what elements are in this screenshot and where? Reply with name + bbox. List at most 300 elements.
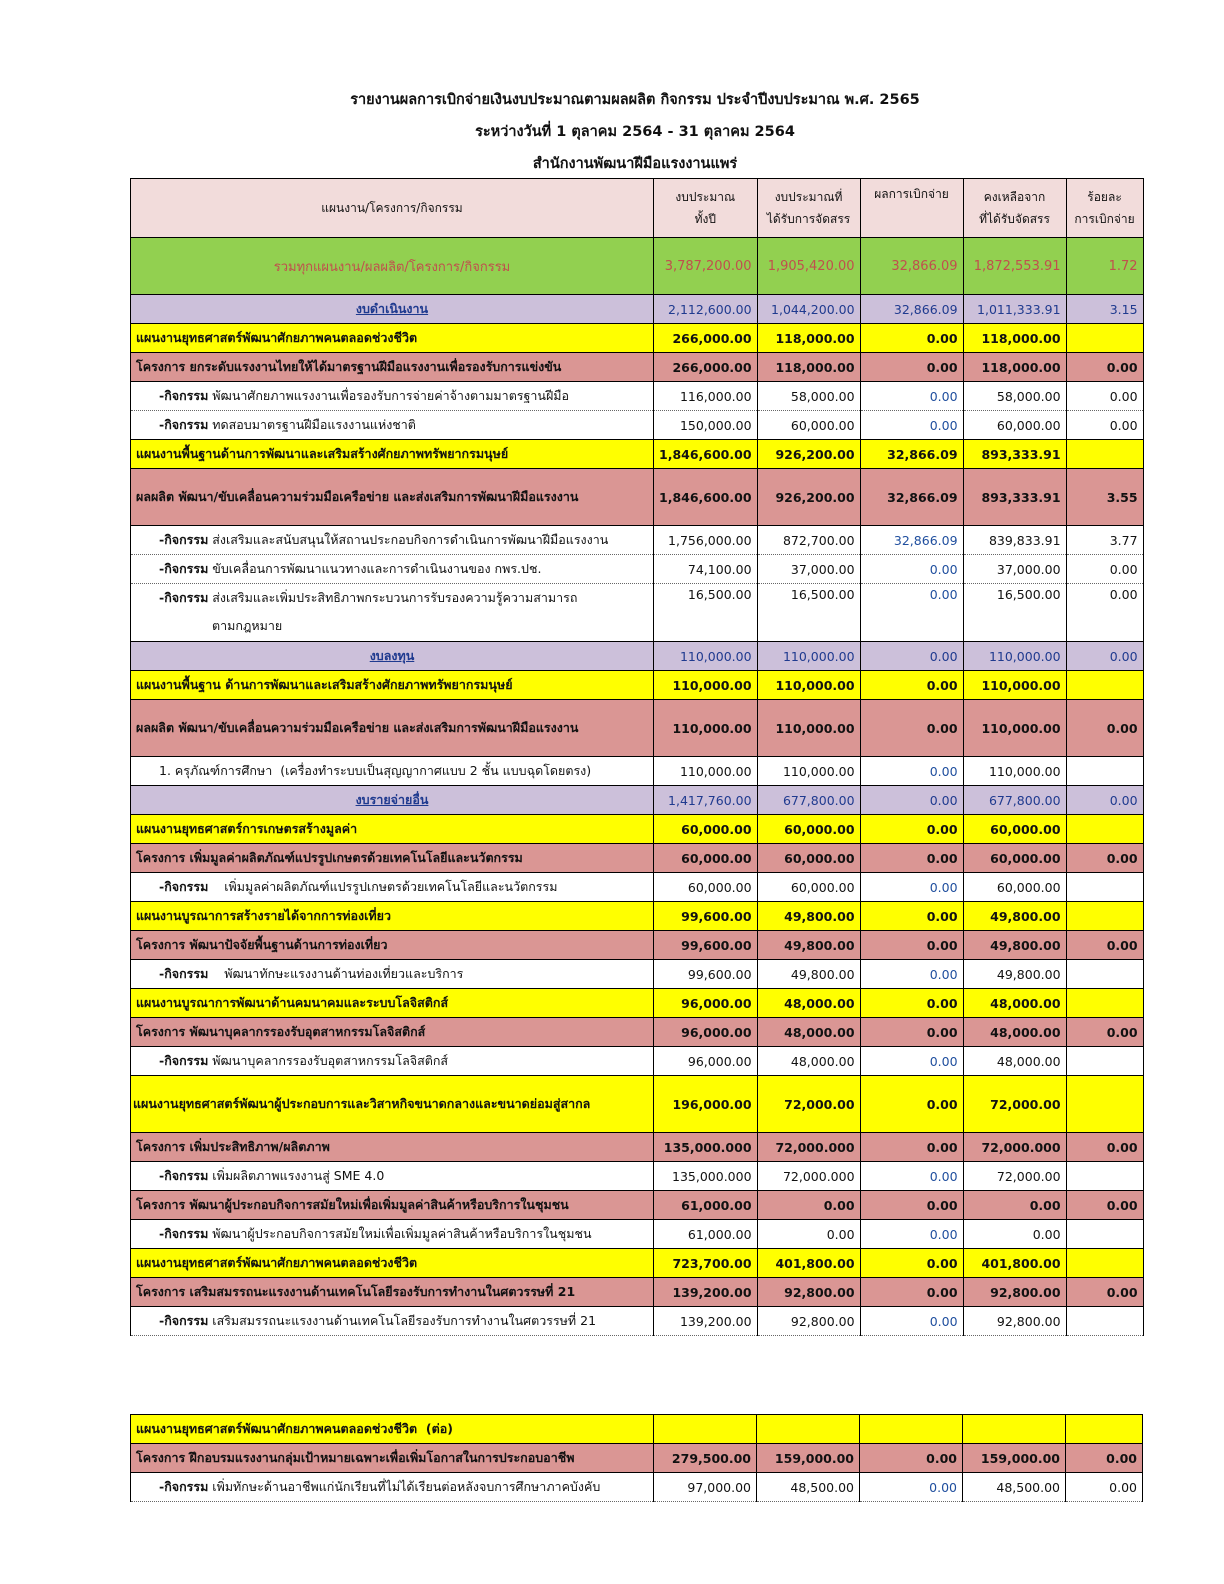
row-label: [131, 295, 654, 324]
row-label: [131, 238, 654, 295]
cell-alloc: 926,200.00: [757, 469, 860, 526]
cell-remain: 118,000.00: [963, 353, 1066, 382]
row-label: [131, 1076, 654, 1133]
proj-row: [131, 353, 1144, 382]
cell-pct: 3.55: [1066, 469, 1143, 526]
row-label: [131, 324, 654, 353]
cell-pct: 0.00: [1066, 353, 1143, 382]
cell-spent: 0.00: [860, 931, 963, 960]
cell-pct: 0.00: [1066, 642, 1143, 671]
cell-budget: 97,000.00: [654, 1473, 757, 1502]
cell-alloc: 110,000.00: [757, 757, 860, 786]
row-label-text: ส่งเสริมและเพิ่มประสิทธิภาพกระบวนการรับรองความรู้ความสามารถ: [208, 590, 578, 605]
cell-spent: 0.00: [860, 1278, 963, 1307]
activity-row: [131, 873, 1144, 902]
cell-remain: 48,500.00: [963, 1473, 1066, 1502]
cell-alloc: 401,800.00: [757, 1249, 860, 1278]
plan-row: [131, 1076, 1144, 1133]
row-label-text: ทดสอบมาตรฐานฝีมือแรงงานแห่งชาติ: [208, 417, 416, 432]
cell-pct: 3.77: [1066, 526, 1143, 555]
row-label: [131, 989, 654, 1018]
cell-alloc: 58,000.00: [757, 382, 860, 411]
activity-row: [131, 960, 1144, 989]
activity-row: [131, 1162, 1144, 1191]
cell-spent: 0.00: [860, 1018, 963, 1047]
cell-remain: 110,000.00: [963, 700, 1066, 757]
proj-row: [131, 469, 1144, 526]
row-label: [131, 902, 654, 931]
row-label-text: แผนงานยุทธศาสตร์การเกษตรสร้างมูลค่า: [136, 821, 358, 836]
row-label: [131, 1444, 654, 1473]
header-allocated: [757, 179, 860, 238]
row-label: [131, 1249, 654, 1278]
cell-budget: 266,000.00: [654, 324, 758, 353]
row-label-text: พัฒนาศักยภาพแรงงานเพื่อรองรับการจ่ายค่าจ้างตามมาตรฐานฝีมือ: [208, 388, 570, 403]
cell-budget: 266,000.00: [654, 353, 758, 382]
cell-pct: 0.00: [1066, 844, 1143, 873]
cell-spent: 32,866.09: [860, 440, 963, 469]
cell-spent: 0.00: [860, 1473, 963, 1502]
row-label-text: แผนงานยุทธศาสตร์พัฒนาศักยภาพคนตลอดช่วงชีวิต: [136, 1255, 418, 1270]
cell-budget: 61,000.00: [654, 1191, 758, 1220]
proj-row: [131, 931, 1144, 960]
header-budget-line1: งบประมาณ: [675, 190, 736, 204]
cell-alloc: 872,700.00: [757, 526, 860, 555]
row-label-text: โครงการ เสริมสมรรถนะแรงงานด้านเทคโนโลยีรองรับการทำงานในศตวรรษที่ 21: [136, 1284, 576, 1299]
activity-prefix: -กิจกรรม: [159, 388, 209, 403]
activity-prefix: -กิจกรรม: [159, 1053, 209, 1068]
cell-pct: [1066, 989, 1143, 1018]
cell-spent: 0.00: [860, 1444, 963, 1473]
cell-spent: 0.00: [860, 584, 963, 642]
report-title-line3: สำนักงานพัฒนาฝีมือแรงงานแพร่: [532, 156, 738, 172]
cell-alloc: 0.00: [757, 1191, 860, 1220]
cell-budget: 96,000.00: [654, 1047, 758, 1076]
row-label-text: แผนงานบูรณาการสร้างรายได้จากการท่องเที่ยว: [136, 908, 392, 923]
cell-alloc: 37,000.00: [757, 555, 860, 584]
cell-remain: 60,000.00: [963, 815, 1066, 844]
cell-pct: 0.00: [1066, 786, 1143, 815]
cell-remain: 1,011,333.91: [963, 295, 1066, 324]
cell-remain: 1,872,553.91: [963, 238, 1066, 295]
row-label-text: ส่งเสริมและสนับสนุนให้สถานประกอบกิจการดำเนินการพัฒนาฝีมือแรงงาน: [208, 532, 609, 547]
cell-budget: 110,000.00: [654, 671, 758, 700]
cell-pct: 0.00: [1066, 1278, 1143, 1307]
cell-alloc: 92,800.00: [757, 1278, 860, 1307]
header-percent: [1066, 179, 1143, 238]
activity-row: [131, 584, 1144, 642]
activity-prefix: -กิจกรรม: [159, 532, 209, 547]
row-label: [131, 1415, 654, 1444]
cell-alloc: 49,800.00: [757, 931, 860, 960]
activity-row: [131, 411, 1144, 440]
activity-row: [131, 555, 1144, 584]
header-percent-line1: ร้อยละ: [1087, 190, 1122, 204]
cell-spent: 0.00: [860, 989, 963, 1018]
activity-row: [131, 1307, 1144, 1336]
activity-row: [131, 526, 1144, 555]
cell-pct: 0.00: [1066, 1133, 1143, 1162]
cell-alloc: 49,800.00: [757, 960, 860, 989]
activity-prefix: -กิจกรรม: [159, 1479, 209, 1494]
cell-remain: 49,800.00: [963, 902, 1066, 931]
plan-row: [131, 440, 1144, 469]
row-label-text: งบลงทุน: [369, 648, 415, 663]
header-spent: ผลการเบิกจ่าย: [860, 179, 963, 238]
cell-budget: 139,200.00: [654, 1278, 758, 1307]
cell-spent: 0.00: [860, 873, 963, 902]
cell-spent: 0.00: [860, 1249, 963, 1278]
cell-remain: 49,800.00: [963, 931, 1066, 960]
activity-row: [131, 1047, 1144, 1076]
cell-pct: [1066, 1076, 1143, 1133]
budget-row: [131, 642, 1144, 671]
cell-alloc: 110,000.00: [757, 700, 860, 757]
cell-pct: 0.00: [1066, 382, 1143, 411]
row-label-text: โครงการ พัฒนาปัจจัยพื้นฐานด้านการท่องเที่ยว: [136, 937, 388, 952]
proj-row: [131, 844, 1144, 873]
cell-remain: 37,000.00: [963, 555, 1066, 584]
cell-alloc: 60,000.00: [757, 815, 860, 844]
cell-spent: 0.00: [860, 700, 963, 757]
cell-pct: [1066, 815, 1143, 844]
row-label-text: โครงการ เพิ่มประสิทธิภาพ/ผลิตภาพ: [136, 1139, 330, 1154]
cell-alloc: [757, 1415, 860, 1444]
cell-remain: 48,000.00: [963, 1047, 1066, 1076]
cell-alloc: 677,800.00: [757, 786, 860, 815]
cell-spent: 0.00: [860, 1307, 963, 1336]
cell-budget: 110,000.00: [654, 642, 758, 671]
header-remaining-line2: ที่ได้รับจัดสรร: [979, 212, 1050, 226]
cell-pct: [1066, 1415, 1143, 1444]
header-allocated-line2: ได้รับการจัดสรร: [766, 212, 851, 226]
cell-budget: 1,846,600.00: [654, 469, 758, 526]
cell-pct: 0.00: [1066, 1444, 1143, 1473]
cell-pct: 3.15: [1066, 295, 1143, 324]
cell-budget: 1,846,600.00: [654, 440, 758, 469]
activity-prefix: -กิจกรรม: [159, 879, 209, 894]
cell-alloc: 48,000.00: [757, 989, 860, 1018]
cell-spent: 32,866.09: [860, 469, 963, 526]
budget-table-continued: [130, 1414, 1143, 1502]
cell-spent: 0.00: [860, 642, 963, 671]
cell-remain: 92,800.00: [963, 1307, 1066, 1336]
row-label-text: 1. ครุภัณฑ์การศึกษา (เครื่องทำระบบเป็นสุญญากาศแบบ 2 ชั้น แบบฉุดโดยตรง): [159, 763, 592, 778]
row-label-text: โครงการ พัฒนาผู้ประกอบกิจการสมัยใหม่เพื่อเพิ่มมูลค่าสินค้าหรือบริการในชุมชน: [136, 1197, 569, 1212]
cell-budget: 110,000.00: [654, 700, 758, 757]
cell-budget: 1,417,760.00: [654, 786, 758, 815]
cell-budget: 110,000.00: [654, 757, 758, 786]
cell-pct: [1066, 1307, 1143, 1336]
plan-row: [131, 989, 1144, 1018]
cell-alloc: 92,800.00: [757, 1307, 860, 1336]
proj-row: [131, 1018, 1144, 1047]
cell-alloc: 16,500.00: [757, 584, 860, 642]
cell-remain: 401,800.00: [963, 1249, 1066, 1278]
row-label: [131, 815, 654, 844]
row-label: [131, 786, 654, 815]
cell-remain: 118,000.00: [963, 324, 1066, 353]
activity-prefix: -กิจกรรม: [159, 1226, 209, 1241]
cell-remain: 48,000.00: [963, 989, 1066, 1018]
row-label: [131, 1278, 654, 1307]
cell-remain: [963, 1415, 1066, 1444]
cell-alloc: 110,000.00: [757, 671, 860, 700]
cell-budget: 135,000.000: [654, 1162, 758, 1191]
header-allocated-line1: งบประมาณที่: [774, 190, 843, 204]
cell-alloc: 926,200.00: [757, 440, 860, 469]
cell-alloc: 159,000.00: [757, 1444, 860, 1473]
row-label-text: แผนงานยุทธศาสตร์พัฒนาศักยภาพคนตลอดช่วงชีวิต (ต่อ): [136, 1421, 453, 1436]
proj-row: [131, 1444, 1143, 1473]
cell-budget: 135,000.000: [654, 1133, 758, 1162]
cell-remain: 893,333.91: [963, 469, 1066, 526]
cell-budget: 2,112,600.00: [654, 295, 758, 324]
cell-pct: [1066, 440, 1143, 469]
row-label-text: เสริมสมรรถนะแรงงานด้านเทคโนโลยีรองรับการทำงานในศตวรรษที่ 21: [208, 1313, 597, 1328]
row-label-text: ผลผลิต พัฒนา/ขับเคลื่อนความร่วมมือเครือข่าย และส่งเสริมการพัฒนาฝีมือแรงงาน: [136, 720, 579, 735]
cell-pct: [1066, 757, 1143, 786]
cell-spent: 32,866.09: [860, 238, 963, 295]
header-budget-line2: ทั้งปี: [694, 212, 716, 226]
row-label: [131, 844, 654, 873]
activity-row: [131, 1220, 1144, 1249]
cell-alloc: 72,000.000: [757, 1162, 860, 1191]
row-label: [131, 1220, 654, 1249]
cell-spent: 0.00: [860, 353, 963, 382]
cell-remain: 677,800.00: [963, 786, 1066, 815]
cell-budget: 196,000.00: [654, 1076, 758, 1133]
cell-pct: 0.00: [1066, 931, 1143, 960]
row-label-text: ผลผลิต พัฒนา/ขับเคลื่อนความร่วมมือเครือข่าย และส่งเสริมการพัฒนาฝีมือแรงงาน: [136, 489, 579, 504]
cell-spent: [860, 1415, 963, 1444]
activity-prefix: -กิจกรรม: [159, 590, 209, 605]
header-budget: [654, 179, 758, 238]
plan-row: [131, 902, 1144, 931]
plan-row: [131, 1415, 1143, 1444]
row-label: [131, 1018, 654, 1047]
cell-remain: 60,000.00: [963, 844, 1066, 873]
cell-remain: 72,000.000: [963, 1133, 1066, 1162]
cell-alloc: 0.00: [757, 1220, 860, 1249]
cell-alloc: 48,000.00: [757, 1018, 860, 1047]
header-remaining-line1: คงเหลือจาก: [983, 190, 1046, 204]
cell-pct: [1066, 873, 1143, 902]
cell-spent: 0.00: [860, 411, 963, 440]
cell-alloc: 48,500.00: [757, 1473, 860, 1502]
cell-remain: 60,000.00: [963, 873, 1066, 902]
cell-pct: [1066, 960, 1143, 989]
row-label-text: พัฒนาผู้ประกอบกิจการสมัยใหม่เพื่อเพิ่มมูลค่าสินค้าหรือบริการในชุมชน: [208, 1226, 592, 1241]
cell-budget: 279,500.00: [654, 1444, 757, 1473]
cell-alloc: 48,000.00: [757, 1047, 860, 1076]
cell-remain: 110,000.00: [963, 642, 1066, 671]
cell-alloc: 72,000.00: [757, 1076, 860, 1133]
row-label: [131, 1191, 654, 1220]
cell-spent: 0.00: [860, 757, 963, 786]
row-label-text: โครงการ ยกระดับแรงงานไทยให้ได้มาตรฐานฝีมือแรงงานเพื่อรองรับการแข่งขัน: [136, 359, 562, 374]
row-label-text: แผนงานยุทธศาสตร์พัฒนาศักยภาพคนตลอดช่วงชีวิต: [136, 330, 418, 345]
row-label-text: เพิ่มทักษะด้านอาชีพแก่นักเรียนที่ไม่ได้เรียนต่อหลังจบการศึกษาภาคบังคับ: [208, 1479, 601, 1494]
cell-remain: 92,800.00: [963, 1278, 1066, 1307]
cell-budget: 116,000.00: [654, 382, 758, 411]
row-label-text: โครงการ พัฒนาบุคลากรรองรับอุตสาหกรรมโลจิสติกส์: [136, 1024, 426, 1039]
budget-row: [131, 786, 1144, 815]
cell-spent: 0.00: [860, 1191, 963, 1220]
cell-spent: 0.00: [860, 382, 963, 411]
cell-remain: 72,000.00: [963, 1162, 1066, 1191]
row-label: [131, 353, 654, 382]
cell-budget: 96,000.00: [654, 989, 758, 1018]
cell-budget: 139,200.00: [654, 1307, 758, 1336]
row-label-text: โครงการ ฝึกอบรมแรงงานกลุ่มเป้าหมายเฉพาะเพื่อเพิ่มโอกาสในการประกอบอาชีพ: [136, 1450, 575, 1465]
cell-remain: 72,000.00: [963, 1076, 1066, 1133]
cell-remain: 159,000.00: [963, 1444, 1066, 1473]
activity-prefix: -กิจกรรม: [159, 1313, 209, 1328]
cell-alloc: 60,000.00: [757, 844, 860, 873]
cell-spent: 0.00: [860, 1162, 963, 1191]
cell-spent: 0.00: [860, 1047, 963, 1076]
cell-spent: 0.00: [860, 1133, 963, 1162]
row-label-text: งบดำเนินงาน: [355, 301, 429, 316]
cell-budget: 1,756,000.00: [654, 526, 758, 555]
activity-prefix: -กิจกรรม: [159, 417, 209, 432]
row-label: [131, 411, 654, 440]
cell-remain: 0.00: [963, 1191, 1066, 1220]
row-label: [131, 960, 654, 989]
cell-pct: 0.00: [1066, 411, 1143, 440]
activity-prefix: -กิจกรรม: [159, 1168, 209, 1183]
cell-pct: [1066, 902, 1143, 931]
report-title-line2: ระหว่างวันที่ 1 ตุลาคม 2564 - 31 ตุลาคม 2564: [475, 124, 795, 140]
report-title: [0, 84, 1224, 180]
plan-row: [131, 1249, 1144, 1278]
cell-budget: 74,100.00: [654, 555, 758, 584]
row-label-text: งบรายจ่ายอื่น: [355, 792, 429, 807]
cell-spent: 0.00: [860, 960, 963, 989]
cell-pct: [1066, 671, 1143, 700]
header-percent-line2: การเบิกจ่าย: [1074, 212, 1135, 226]
row-label-text: เพิ่มมูลค่าผลิตภัณฑ์แปรรูปเกษตรด้วยเทคโนโลยีและนวัตกรรม: [208, 879, 558, 894]
proj-row: [131, 700, 1144, 757]
cell-pct: 0.00: [1066, 1473, 1143, 1502]
cell-budget: 96,000.00: [654, 1018, 758, 1047]
cell-pct: 1.72: [1066, 238, 1143, 295]
cell-budget: 723,700.00: [654, 1249, 758, 1278]
proj-row: [131, 1191, 1144, 1220]
cell-alloc: 110,000.00: [757, 642, 860, 671]
cell-spent: 0.00: [860, 902, 963, 931]
row-label: [131, 931, 654, 960]
cell-alloc: 1,044,200.00: [757, 295, 860, 324]
cell-spent: 0.00: [860, 786, 963, 815]
cell-spent: 0.00: [860, 671, 963, 700]
cell-remain: 49,800.00: [963, 960, 1066, 989]
header-item: แผนงาน/โครงการ/กิจกรรม: [131, 179, 654, 238]
cell-budget: 16,500.00: [654, 584, 758, 642]
cell-alloc: 118,000.00: [757, 324, 860, 353]
row-label-text: พัฒนาทักษะแรงงานด้านท่องเที่ยวและบริการ: [208, 966, 464, 981]
row-label: [131, 1162, 654, 1191]
cell-alloc: 1,905,420.00: [757, 238, 860, 295]
row-label-text: โครงการ เพิ่มมูลค่าผลิตภัณฑ์แปรรูปเกษตรด้วยเทคโนโลยีและนวัตกรรม: [136, 850, 523, 865]
table-header: [131, 179, 1144, 238]
cell-remain: 0.00: [963, 1220, 1066, 1249]
cell-remain: 110,000.00: [963, 671, 1066, 700]
cell-remain: 48,000.00: [963, 1018, 1066, 1047]
row-label: [131, 757, 654, 786]
activity-row: [131, 1473, 1143, 1502]
cell-pct: [1066, 324, 1143, 353]
activity-row: [131, 382, 1144, 411]
row-label: [131, 700, 654, 757]
cell-budget: 99,600.00: [654, 902, 758, 931]
row-label: [131, 873, 654, 902]
row-label: [131, 382, 654, 411]
proj-row: [131, 1278, 1144, 1307]
cell-spent: 32,866.09: [860, 295, 963, 324]
row-label: [131, 1473, 654, 1502]
cell-budget: 99,600.00: [654, 960, 758, 989]
plan-row: [131, 324, 1144, 353]
cell-remain: 16,500.00: [963, 584, 1066, 642]
cell-pct: 0.00: [1066, 584, 1143, 642]
cell-spent: 0.00: [860, 1076, 963, 1133]
cell-budget: 60,000.00: [654, 815, 758, 844]
row-label-text: แผนงานยุทธศาสตร์พัฒนาผู้ประกอบการและวิสาหกิจขนาดกลางและขนาดย่อมสู่สากล: [133, 1096, 591, 1111]
row-label: [131, 584, 654, 642]
row-label: [131, 440, 654, 469]
cell-pct: [1066, 1220, 1143, 1249]
proj-row: [131, 1133, 1144, 1162]
cell-budget: 3,787,200.00: [654, 238, 758, 295]
cell-spent: 0.00: [860, 1220, 963, 1249]
row-label-continuation: ตามกฎหมาย: [212, 618, 283, 633]
row-label: [131, 1307, 654, 1336]
activity-row: [131, 757, 1144, 786]
cell-pct: 0.00: [1066, 1018, 1143, 1047]
plan-row: [131, 815, 1144, 844]
budget-row: [131, 295, 1144, 324]
activity-prefix: -กิจกรรม: [159, 966, 209, 981]
cell-remain: 893,333.91: [963, 440, 1066, 469]
cell-alloc: 60,000.00: [757, 411, 860, 440]
cell-alloc: 72,000.000: [757, 1133, 860, 1162]
activity-prefix: -กิจกรรม: [159, 561, 209, 576]
row-label-text: เพิ่มผลิตภาพแรงงานสู่ SME 4.0: [208, 1168, 385, 1183]
row-label: [131, 526, 654, 555]
total-row: [131, 238, 1144, 295]
cell-spent: 0.00: [860, 324, 963, 353]
cell-remain: 58,000.00: [963, 382, 1066, 411]
cell-pct: [1066, 1162, 1143, 1191]
cell-pct: 0.00: [1066, 1191, 1143, 1220]
cell-budget: 61,000.00: [654, 1220, 758, 1249]
cell-spent: 0.00: [860, 555, 963, 584]
cell-remain: 839,833.91: [963, 526, 1066, 555]
cell-budget: [654, 1415, 757, 1444]
row-label: [131, 671, 654, 700]
row-label-text: แผนงานพื้นฐาน ด้านการพัฒนาและเสริมสร้างศักยภาพทรัพยากรมนุษย์: [136, 677, 513, 692]
row-label: [131, 1047, 654, 1076]
plan-row: [131, 671, 1144, 700]
row-label: [131, 642, 654, 671]
row-label-text: รวมทุกแผนงาน/ผลผลิต/โครงการ/กิจกรรม: [273, 259, 511, 275]
row-label: [131, 1133, 654, 1162]
cell-spent: 32,866.09: [860, 526, 963, 555]
cell-pct: 0.00: [1066, 700, 1143, 757]
cell-budget: 60,000.00: [654, 873, 758, 902]
